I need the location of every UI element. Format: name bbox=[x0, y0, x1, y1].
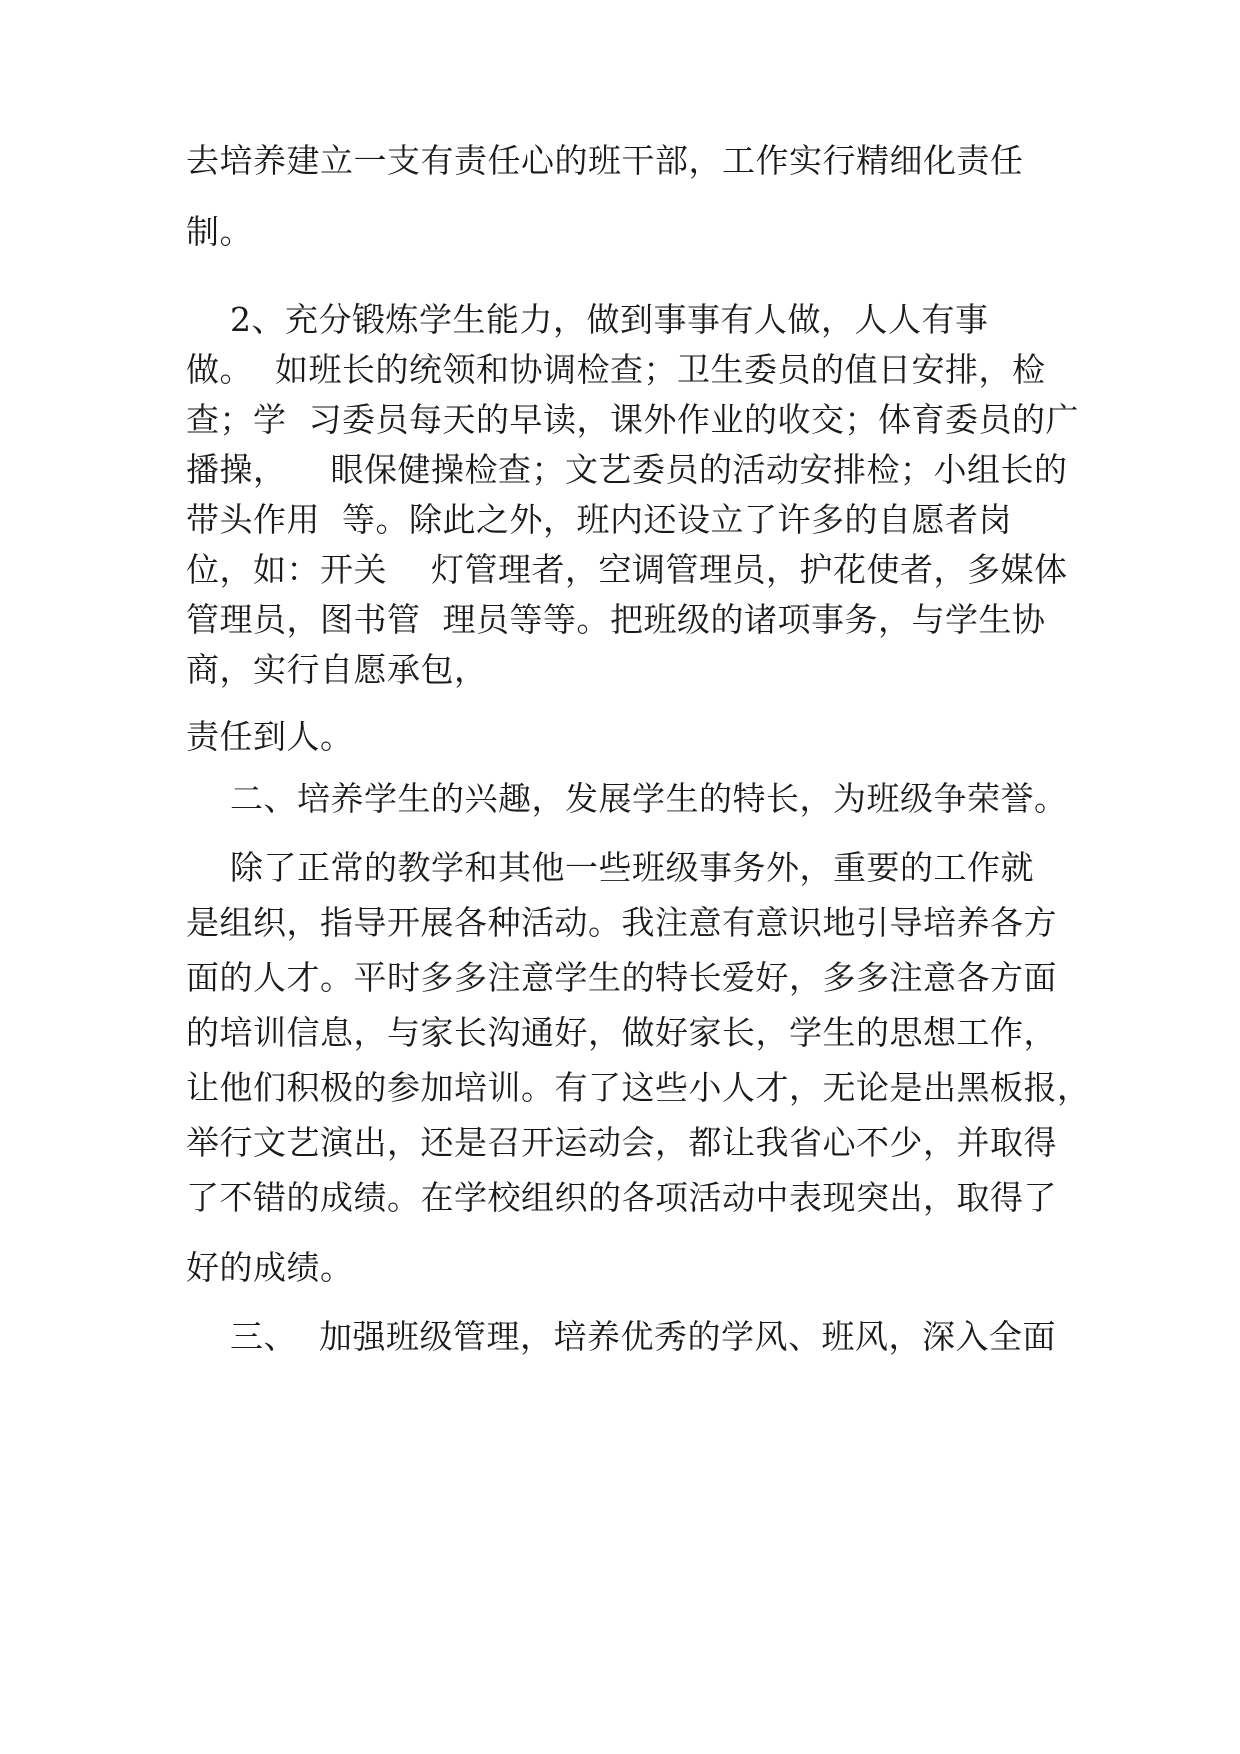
text-line: 查；学 习委员每天的早读，课外作业的收交；体育委员的广 bbox=[186, 400, 1079, 439]
text-line: 商，实行自愿承包， bbox=[186, 650, 488, 689]
text-line: 面的人才。平时多多注意学生的特长爱好，多多注意各方面 bbox=[186, 958, 1057, 997]
section-heading: 二、培养学生的兴趣，发展学生的特长，为班级争荣誉。 bbox=[186, 779, 1068, 818]
text-line: 2、充分锻炼学生能力，做到事事有人做，人人有事 bbox=[186, 300, 989, 339]
text-line: 责任到人。 bbox=[186, 717, 354, 756]
text-line: 管理员，图书管 理员等等。把班级的诸项事务，与学生协 bbox=[186, 600, 1046, 639]
section-heading: 三、 加强班级管理，培养优秀的学风、班风，深入全面 bbox=[186, 1317, 1056, 1356]
text-line: 好的成绩。 bbox=[186, 1248, 354, 1287]
text-line: 让他们积极的参加培训。有了这些小人才，无论是出黑板报， bbox=[186, 1068, 1091, 1107]
text-line: 去培养建立一支有责任心的班干部，工作实行精细化责任 bbox=[186, 141, 1024, 180]
text-line: 做。 如班长的统领和协调检查；卫生委员的值日安排，检 bbox=[186, 350, 1046, 389]
text-line: 的培训信息，与家长沟通好，做好家长，学生的思想工作， bbox=[186, 1013, 1057, 1052]
text-line: 带头作用 等。除此之外，班内还设立了许多的自愿者岗 bbox=[186, 500, 1012, 539]
text-line: 位，如：开关 灯管理者，空调管理员，护花使者，多媒体 bbox=[186, 550, 1068, 589]
text-line: 制。 bbox=[186, 212, 253, 251]
text-line: 了不错的成绩。在学校组织的各项活动中表现突出，取得了 bbox=[186, 1178, 1057, 1217]
text-line: 播操， 眼保健操检查；文艺委员的活动安排检；小组长的 bbox=[186, 450, 1068, 489]
text-line: 是组织，指导开展各种活动。我注意有意识地引导培养各方 bbox=[186, 903, 1057, 942]
text-line: 举行文艺演出，还是召开运动会，都让我省心不少，并取得 bbox=[186, 1123, 1057, 1162]
text-line: 除了正常的教学和其他一些班级事务外，重要的工作就 bbox=[186, 848, 1034, 887]
